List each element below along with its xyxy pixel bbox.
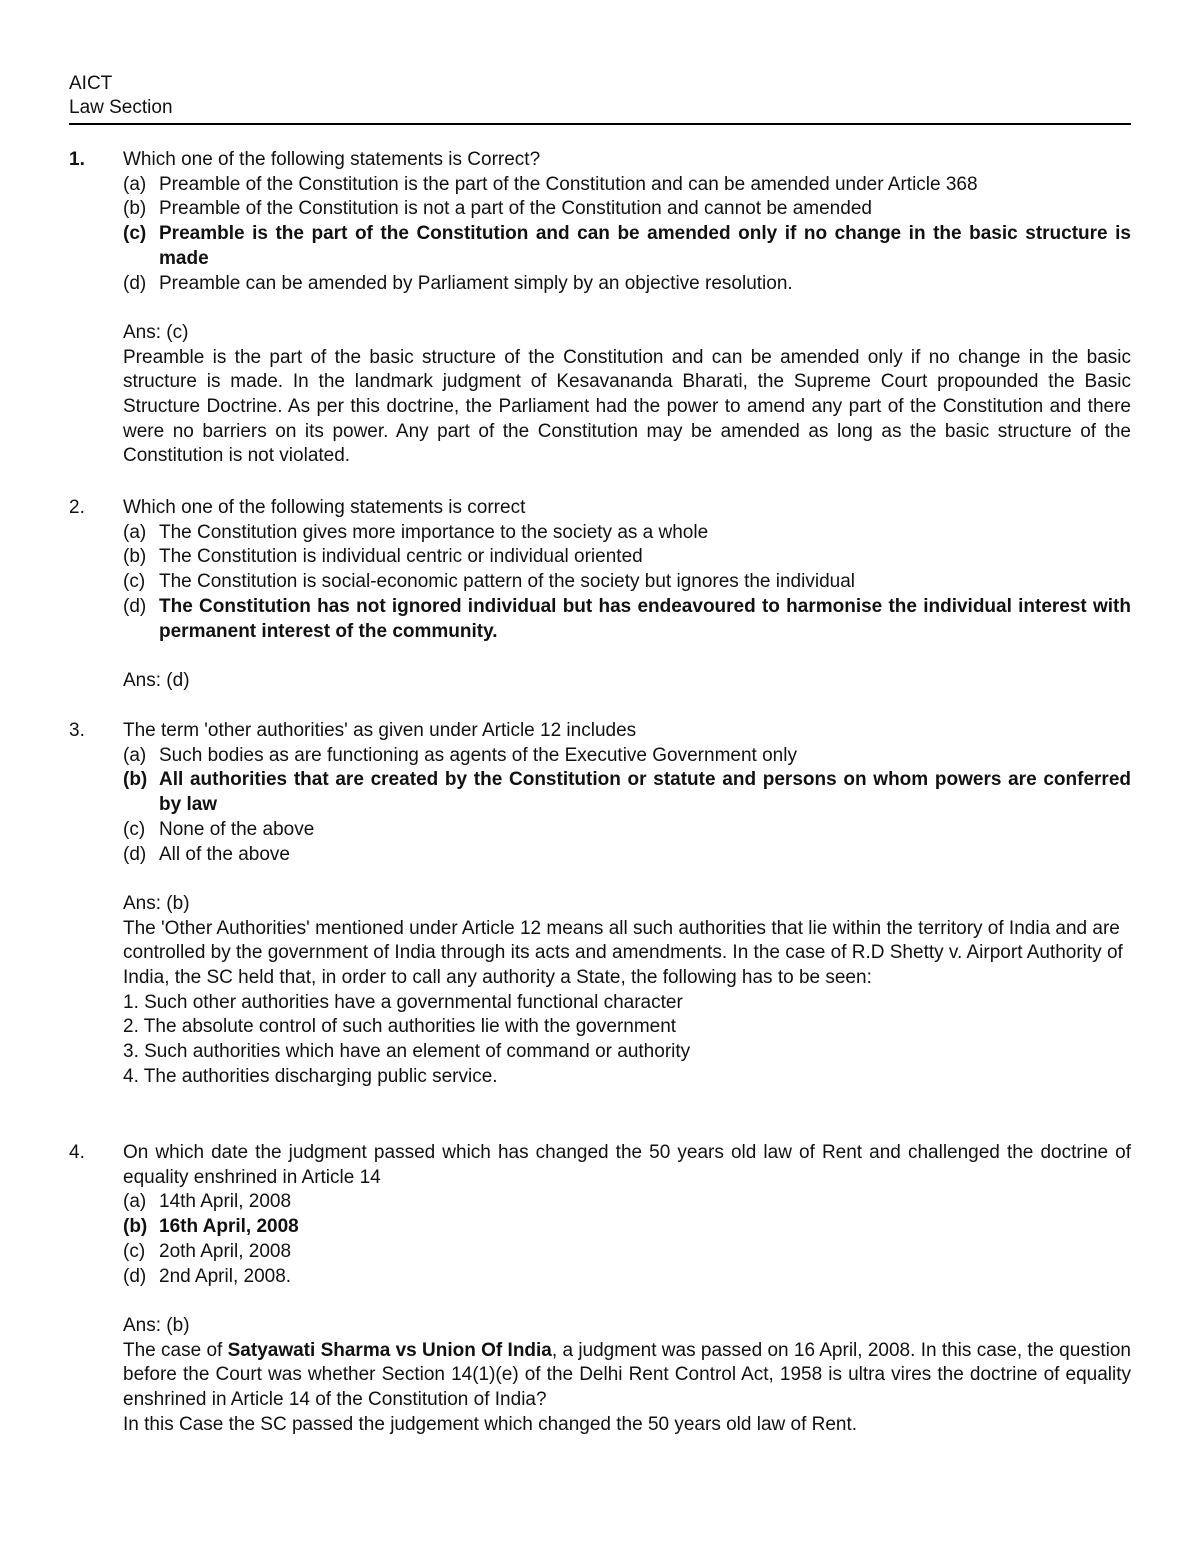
option-d: (d) All of the above xyxy=(123,843,290,865)
question-3 xyxy=(69,719,1131,1090)
answer-label: Ans: (c) xyxy=(123,321,189,343)
question-text: Which one of the following statements is correct xyxy=(123,497,526,518)
header-section: Law Section xyxy=(69,97,173,118)
question-text: On which date the judgment passed which has changed the 50 years old law of Rent and challenged the doctrine of equality enshrined in Article 14 xyxy=(123,1142,1131,1188)
answer-label: Ans: (b) xyxy=(123,1314,190,1336)
option-c: (c) 2oth April, 2008 xyxy=(123,1240,292,1262)
answer-label: Ans: (b) xyxy=(123,892,190,914)
option-a: (a) 14th April, 2008 xyxy=(123,1191,292,1213)
option-a: (a) The Constitution gives more importance to the society as a whole xyxy=(123,521,709,543)
option-a: (a) Preamble of the Constitution is the part of the Constitution and can be amended under Article 368 xyxy=(123,173,978,195)
answer-label: Ans: (d) xyxy=(123,669,190,691)
question-number: 1. xyxy=(69,149,85,170)
criteria-item: 1. Such other authorities have a governmental functional character xyxy=(123,991,683,1013)
answer-explanation: The 'Other Authorities' mentioned under Article 12 means all such authorities that lie within the territory of India and are controlled by the government of India through its acts and amendments. In the case of R.D Shetty v. Airport Authority of India, the SC held that, in order to call any authority a State, the following has to be seen: xyxy=(123,917,1123,989)
option-b: (b) The Constitution is individual centric or individual oriented xyxy=(123,546,643,568)
option-b: (b) Preamble of the Constitution is not a part of the Constitution and cannot be amended xyxy=(123,198,872,220)
question-number: 2. xyxy=(69,497,85,518)
criteria-item: 3. Such authorities which have an element of command or authority xyxy=(123,1041,691,1063)
question-2 xyxy=(69,496,1131,694)
answer-closing: In this Case the SC passed the judgement which changed the 50 years old law of Rent. xyxy=(123,1413,858,1435)
option-b-correct: (b) 16th April, 2008 xyxy=(123,1216,299,1238)
question-text: Which one of the following statements is Correct? xyxy=(123,149,541,170)
question-text: The term 'other authorities' as given under Article 12 includes xyxy=(123,720,637,741)
question-1 xyxy=(69,148,1131,469)
option-c-correct: (c) Preamble is the part of the Constitution and can be amended only if no change in the basic structure is made xyxy=(123,223,1131,269)
case-name: Satyawati Sharma vs Union Of India xyxy=(227,1339,552,1361)
criteria-item: 4. The authorities discharging public service. xyxy=(123,1065,498,1087)
document-header xyxy=(69,72,1131,125)
option-d: (d) Preamble can be amended by Parliament simply by an objective resolution. xyxy=(123,272,793,294)
option-c: (c) The Constitution is social-economic pattern of the society but ignores the individual xyxy=(123,571,855,593)
question-number: 4. xyxy=(69,1142,85,1163)
criteria-item: 2. The absolute control of such authorities lie with the government xyxy=(123,1016,677,1038)
question-4 xyxy=(69,1141,1131,1437)
option-d-correct: (d) The Constitution has not ignored individual but has endeavoured to harmonise the individual interest with permanent interest of the community. xyxy=(123,595,1131,642)
answer-explanation: The case of Satyawati Sharma vs Union Of India, a judgment was passed on 16 April, 2008. In this case, the question before the Court was whether Section 14(1)(e) of the Delhi Rent Control Act, 1958 is ultra vires the doctrine of equality enshrined in Article 14 of the Constitution of India? xyxy=(123,1339,1131,1411)
option-a: (a) Such bodies as are functioning as agents of the Executive Government only xyxy=(123,744,797,766)
answer-explanation: Preamble is the part of the basic structure of the Constitution and can be amended only if no change in the basic structure is made. In the landmark judgment of Kesavananda Bharati, the Supreme Court propounded the Basic Structure Doctrine. As per this doctrine, the Parliament had the power to amend any part of the Constitution and there were no barriers on its power. Any part of the Constitution may be amended as long as the basic structure of the Constitution is not violated. xyxy=(123,346,1131,467)
option-c: (c) None of the above xyxy=(123,818,315,840)
question-number: 3. xyxy=(69,720,85,741)
option-b-correct: (b) All authorities that are created by the Constitution or statute and persons on whom powers are conferred by law xyxy=(123,769,1131,816)
option-d: (d) 2nd April, 2008. xyxy=(123,1265,292,1287)
header-org: AICT xyxy=(69,73,113,94)
header-divider xyxy=(69,123,1131,125)
